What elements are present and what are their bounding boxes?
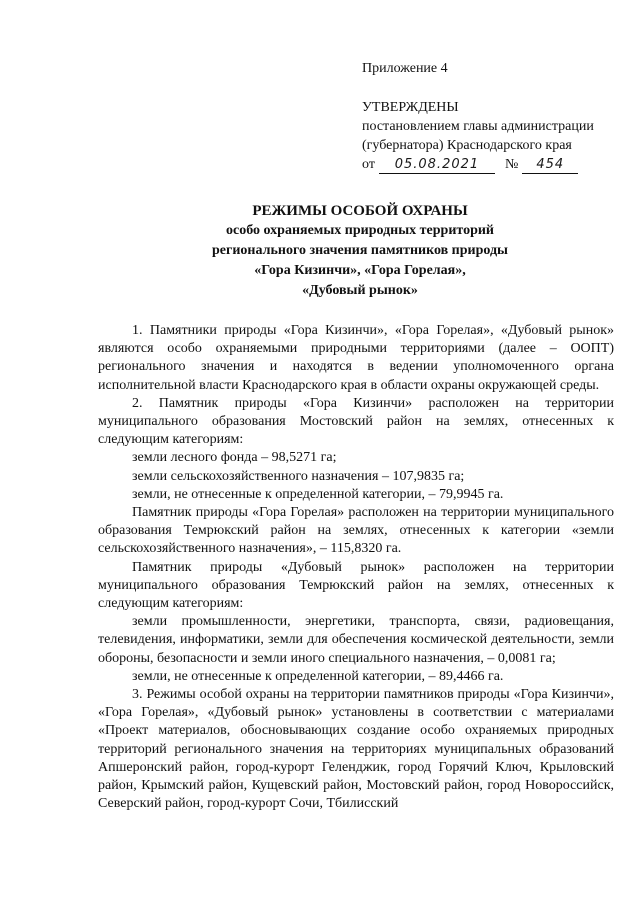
approval-line-2: (губернатора) Краснодарского края (362, 138, 572, 153)
approval-date-line (362, 155, 622, 174)
category-agricultural: земли сельскохозяйственного назначения – 107,9835 га; (132, 468, 465, 484)
date-prefix: от (362, 157, 375, 172)
title-main: РЕЖИМЫ ОСОБОЙ ОХРАНЫ (252, 203, 468, 219)
handwritten-date: 05.08.2021 (379, 157, 495, 174)
paragraph-gora-gorelaya: Памятник природы «Гора Горелая» расположен на территории муниципального образования Темрюкский район на землях, отнесенных к категории «земли сельскохозяйственного назначения», – 115,8320 га. (98, 505, 614, 557)
category-forest: земли лесного фонда – 98,5271 га; (132, 450, 337, 466)
approved-heading: УТВЕРЖДЕНЫ (362, 100, 459, 115)
paragraph-2: 2. Памятник природы «Гора Кизинчи» расположен на территории муниципального образования Мостовский район на землях, отнесенных к следующим категориям: (98, 395, 614, 448)
title-line-2: регионального значения памятников природы (212, 243, 508, 258)
category-industry: земли промышленности, энергетики, транспорта, связи, радиовещания, телевидения, информатики, земли для обеспечения космической деятельности, земли обороны, безопасности и земли иного специального назначения, – 0,0081 га; (98, 614, 614, 666)
title-line-4: «Дубовый рынок» (302, 283, 418, 298)
paragraph-3: 3. Режимы особой охраны на территории памятников природы «Гора Кизинчи», «Гора Горелая», «Дубовый рынок» установлены в соответствии с материалами «Проект материалов, обосновывающих создание особо охраняемых природных территорий регионального значения на территориях муниципальных образований Апшеронский район, город-курорт Геленджик, город Горячий Ключ, Крыловский район, Крымский район, Кущевский район, Мостовский район, город Новороссийск, Северский район, город-курорт Сочи, Тбилисский (98, 687, 614, 812)
document-title (100, 201, 620, 301)
paragraph-dubovy-rynok: Памятник природы «Дубовый рынок» расположен на территории муниципального образования Темрюкский район на землях, отнесенных к следующим категориям: (98, 559, 614, 612)
number-sign: № (504, 157, 519, 172)
paragraph-1: 1. Памятники природы «Гора Кизинчи», «Гора Горелая», «Дубовый рынок» являются особо охраняемыми природными территориями (далее – ООПТ) регионального значения и находятся в ведении уполномоченного органа исполнительной власти Краснодарского края в области охраны окружающей среды. (98, 323, 614, 393)
title-line-1: особо охраняемых природных территорий (225, 223, 494, 238)
category-uncategorized: земли, не отнесенные к определенной категории, – 79,9945 га. (132, 486, 504, 502)
handwritten-number: 454 (522, 157, 578, 174)
title-line-3: «Гора Кизинчи», «Гора Горелая», (254, 263, 466, 278)
approval-line-1: постановлением главы администрации (362, 119, 594, 134)
document-body (98, 322, 614, 813)
appendix-label: Приложение 4 (362, 61, 448, 76)
category-uncategorized-2: земли, не отнесенные к определенной категории, – 89,4466 га. (132, 668, 504, 684)
approval-block (362, 98, 622, 174)
